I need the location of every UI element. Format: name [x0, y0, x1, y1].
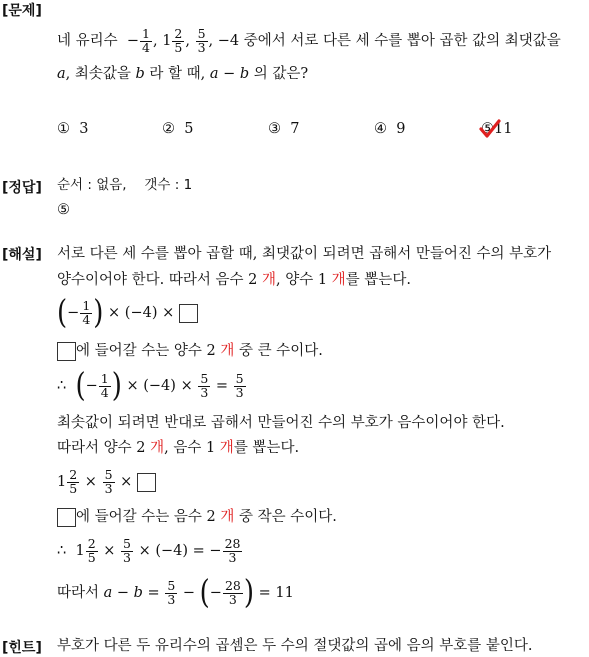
- exp-text: 양수이어야 한다. 따라서 음수 2: [57, 272, 258, 288]
- expr-a-minus-b: a − b: [209, 66, 250, 82]
- highlight-gae: 개: [261, 272, 276, 288]
- choice-3[interactable]: [268, 121, 299, 137]
- problem-text: 네 유리수: [57, 33, 118, 49]
- highlight-gae: 개: [219, 440, 234, 456]
- highlight-gae: 개: [220, 343, 235, 359]
- choice-mark: ③: [268, 121, 281, 137]
- exp-line-3: [57, 340, 323, 362]
- choice-value: 11: [494, 121, 513, 137]
- answer-line-1: 순서 : 없음, 갯수 : 1: [57, 177, 193, 193]
- checkmark-icon: [479, 119, 501, 139]
- choice-value: 5: [184, 121, 194, 137]
- choice-mark-checked: ⑤: [481, 121, 494, 137]
- fraction-two-fifths: $\frac{2}{5}$: [174, 26, 183, 55]
- choice-1[interactable]: [57, 121, 88, 137]
- var-b: b: [135, 66, 145, 82]
- neg-four: −4: [217, 33, 240, 49]
- exp-expr-4: ∴ 1 $\frac{2}{5}$ × $\frac{5}{3}$ × (−4) = − $\frac{28}{3}$: [57, 536, 241, 565]
- choice-value: 9: [396, 121, 406, 137]
- choice-mark: ④: [374, 121, 387, 137]
- problem-line-2: [57, 63, 308, 85]
- exp-line-5: [57, 437, 299, 459]
- choice-mark: ①: [57, 121, 70, 137]
- problem-label: [문제]: [2, 3, 42, 19]
- exp-text: 에 들어갈 수는 음수 2: [76, 509, 216, 525]
- exp-line-6: [57, 506, 337, 528]
- exp-text: 중 큰 수이다.: [238, 343, 323, 359]
- exp-expr-3: 1 $\frac{2}{5}$ × $\frac{5}{3}$ ×: [57, 464, 156, 500]
- blank-box: [137, 473, 156, 492]
- fraction-quarter: $\frac{1}{4}$: [142, 26, 150, 55]
- answer-label: [정답]: [2, 180, 42, 196]
- highlight-gae: 개: [220, 509, 235, 525]
- explanation-label: [해설]: [2, 247, 42, 263]
- fraction-five-thirds: $\frac{5}{3}$: [197, 26, 206, 55]
- hint-label: [힌트]: [2, 640, 42, 656]
- var-a: a: [57, 66, 66, 82]
- exp-text: 를 뽑는다.: [233, 440, 300, 456]
- choice-2[interactable]: [162, 121, 193, 137]
- choice-value: 3: [79, 121, 89, 137]
- highlight-gae: 개: [331, 272, 346, 288]
- blank-box: [57, 508, 76, 527]
- problem-text-end: 의 값은?: [253, 66, 309, 82]
- problem-text-post: 중에서 서로 다른 세 수를 뽑아 곱한 값의 최댓값을: [243, 33, 561, 49]
- mixed-whole: 1: [162, 33, 172, 49]
- problem-text-mid: , 최솟값을: [65, 66, 131, 82]
- exp-text: 에 들어갈 수는 양수 2: [76, 343, 216, 359]
- exp-text: 중 작은 수이다.: [238, 509, 337, 525]
- choice-mark: ②: [162, 121, 175, 137]
- blank-box: [179, 304, 198, 323]
- exp-text: , 양수 1: [275, 272, 328, 288]
- exp-expr-1: (− $\frac{1}{4}$ ) × (−4) ×: [57, 294, 198, 332]
- problem-text-post2: 라 할 때,: [149, 66, 206, 82]
- hint-text: 부호가 다른 두 유리수의 곱셈은 두 수의 절댓값의 곱에 음의 부호를 붙인다.: [57, 638, 533, 654]
- exp-text: , 음수 1: [164, 440, 216, 456]
- choice-5[interactable]: [481, 121, 512, 137]
- exp-line-2: [57, 269, 411, 291]
- exp-line-4: 최솟값이 되려면 반대로 곱해서 만들어진 수의 부호가 음수이어야 한다.: [57, 415, 505, 431]
- answer-line-2: ⑤: [57, 202, 70, 218]
- exp-line-1: 서로 다른 세 수를 뽑아 곱할 때, 최댓값이 되려면 곱해서 만들어진 수의 부호가: [57, 246, 552, 262]
- problem-line-1: 네 유리수 − $\frac{1}{4}$ , 1 $\frac{2}{5}$ , $\frac{5}{3}$ , −4 중에서 서로 다른 세 수를 뽑아 곱한 값의 최댓값을: [57, 26, 561, 55]
- choice-value: 7: [290, 121, 300, 137]
- highlight-gae: 개: [150, 440, 165, 456]
- blank-box: [57, 342, 76, 361]
- exp-text: 를 뽑는다.: [345, 272, 411, 288]
- choice-4[interactable]: [374, 121, 405, 137]
- exp-text: 따라서 양수 2: [57, 440, 146, 456]
- exp-expr-5: 따라서 a − b = $\frac{5}{3}$ − (− $\frac{28}{3}$ ) = 11: [57, 574, 294, 612]
- exp-expr-2: ∴ (− $\frac{1}{4}$ ) × (−4) × $\frac{5}{3}$ = $\frac{5}{3}$: [57, 367, 244, 405]
